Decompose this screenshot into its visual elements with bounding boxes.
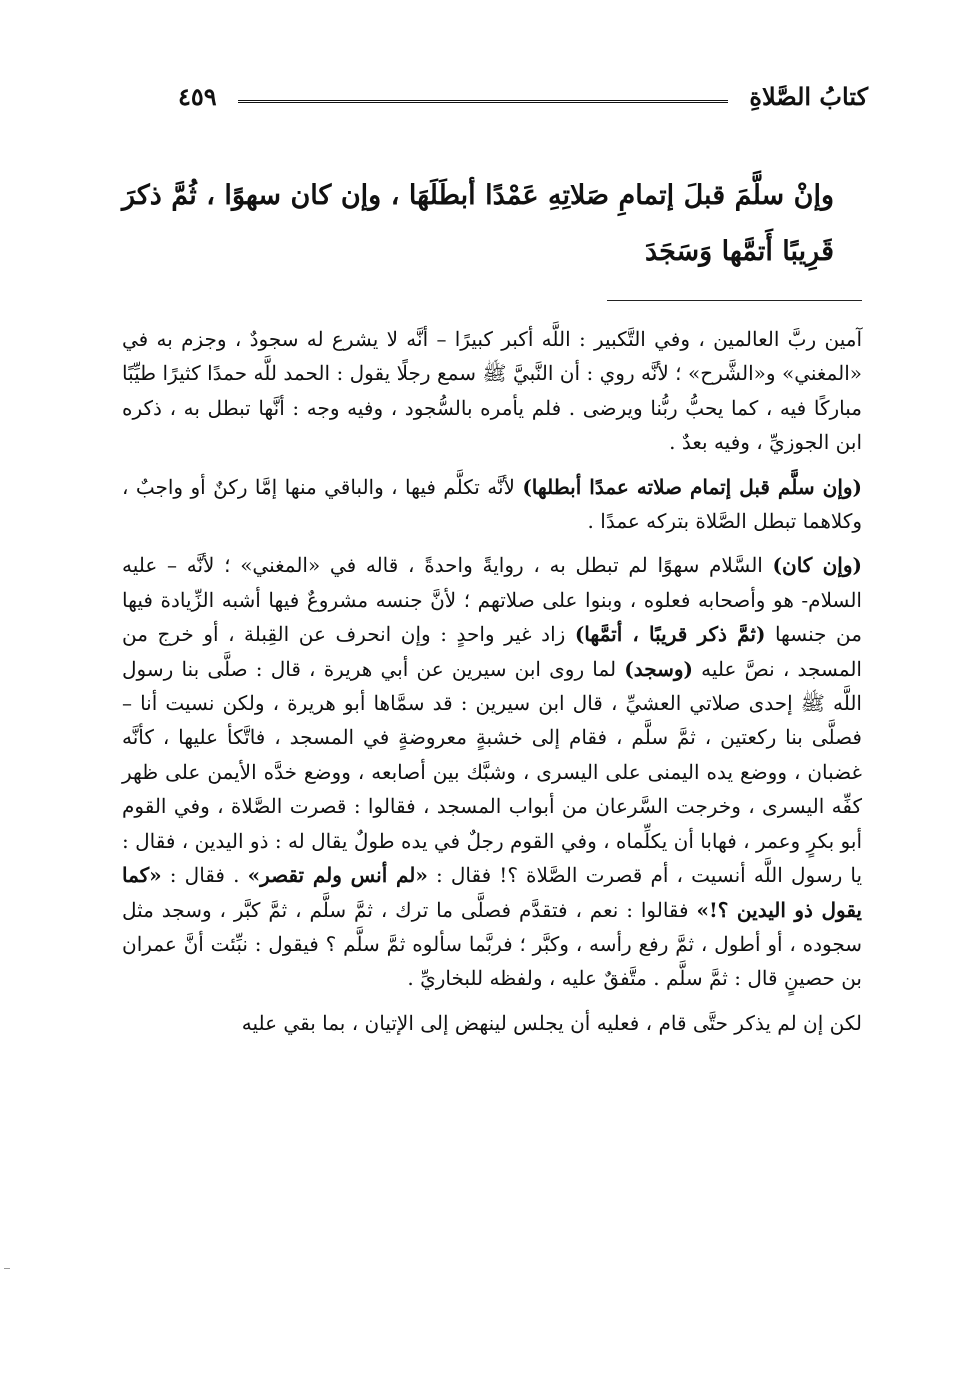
commentary-paragraph-1: آمين ربَّ العالمين ، وفي التَّكبير : اللَّه أكبر كبيرًا – أنَّه لا يشرع له سجودٌ ، وجزم به في «المغني» و«الشَّرح» ؛ لأنَّه روي : أن النَّبيَّ ﷺ سمع رجلًا يقول : الحمد للَّه حمدًا كثيرًا طيِّبًا مباركًا فيه ، كما يحبُّ ربُّنا ويرضى . فلم يأمره بالسُّجود ، وفيه وجه : أنَّها تبطل به ، ذكره ابن الجوزيِّ ، وفيه بعدٌ . [122,327,862,455]
quoted-matn-phrase: (وسجد) [624,656,693,681]
header-rule [238,100,728,105]
commentary-text: . فقال : [161,863,248,888]
hadith-quote: «كما يقول ذو اليدين ؟!» [122,863,862,922]
page-number: ٤٥٩ [178,82,217,111]
hadith-quote: «لم أنس ولم تقصر» [247,863,428,888]
commentary-paragraph-3 [122,548,862,995]
page-header [178,82,868,122]
quoted-matn-phrase: (وإن سلَّم قبل إتمام صلاته عمدًا أبطلها) [522,474,862,499]
running-title: كتابُ الصَّلاةِ [749,82,868,111]
commentary-text: السَّلام سهوًا لم تبطل به ، روايةً واحدةً ، قاله في «المغني» ؛ لأنَّه – عليه السلام- هو وأصحابه فعلوه ، وبنوا على صلاتهم ؛ لأنَّ جنسه مشروعٌ فيها أشبه الزِّيادة فيها من جنسها [122,553,862,647]
scan-margin-mark [4,1268,10,1269]
main-text-matn: وإنْ سلَّمَ قبلَ إتمامِ صَلاتِهِ عَمْدًا أبطَلَهَا ، وإن كان سهوًا ، ثُمَّ ذكرَ قَرِيبًا أَتمَّها وَسَجَدَ [122,180,834,267]
commentary-text: زاد غير واحدٍ : وإن انحرف عن القِبلة ، أو خرج من المسجد ، نصَّ عليه [122,622,862,681]
commentary-text: لأنَّه تكلَّم فيها ، والباقي منها إمَّا ركنٌ أو واجبٌ ، وكلاهما تبطل الصَّلاة بتركه عمدًا . [122,474,862,534]
commentary-text: لما روى ابن سيرين عن أبي هريرة ، قال : صلَّى بنا رسول اللَّه ﷺ إحدى صلاتي العشيِّ ، قال ابن سيرين : قد سمَّاها أبو هريرة ، ولكن نسيت أنا – فصلَّى بنا ركعتين ، ثمَّ سلَّم ، فقام إلى خشبةٍ معروضةٍ في المسجد ، فاتَّكأ عليها ، كأنَّه غضبان ، ووضع يده اليمنى على اليسرى ، وشبَّك بين أصابعه ، ووضع خدَّه الأيمن على ظهر كفِّه اليسرى ، وخرجت السَّرعان من أبواب المسجد ، فقالوا : قصرت الصَّلاة ، وفي القوم أبو بكرٍ وعمر ، فهابا أن يكلِّماه ، وفي القوم رجلٌ في يده طولٌ يقال له : ذو اليدين ، فقال : يا رسول اللَّه أنسيت ، أم قصرت الصَّلاة ؟! فقال : [122,656,863,888]
quoted-matn-phrase: (وإن كان) [772,553,862,578]
footnote-divider [607,300,862,301]
commentary-text: فقالوا : نعم ، فتقدَّم فصلَّى ما ترك ، ثمَّ سلَّم ، ثمَّ كبَّر ، وسجد مثل سجوده ، أو أطول ، ثمَّ رفع رأسه ، وكبَّر ؛ فربَّما سألوه ثمَّ سلَّم ؟ فيقول : نبِّئت أنَّ عمران بن حصينٍ قال : ثمَّ سلَّم . متَّفقٌ عليه ، ولفظه للبخاريِّ . [122,897,862,991]
commentary-paragraph-4: لكن إن لم يذكر حتَّى قام ، فعليه أن يجلس لينهض إلى الإتيان ، بما بقي عليه [241,1010,862,1035]
quoted-matn-phrase: (ثمَّ ذكر قريبًا ، أتمَّها) [574,622,766,647]
commentary-sharh [122,322,862,1040]
commentary-paragraph-2 [122,470,862,539]
